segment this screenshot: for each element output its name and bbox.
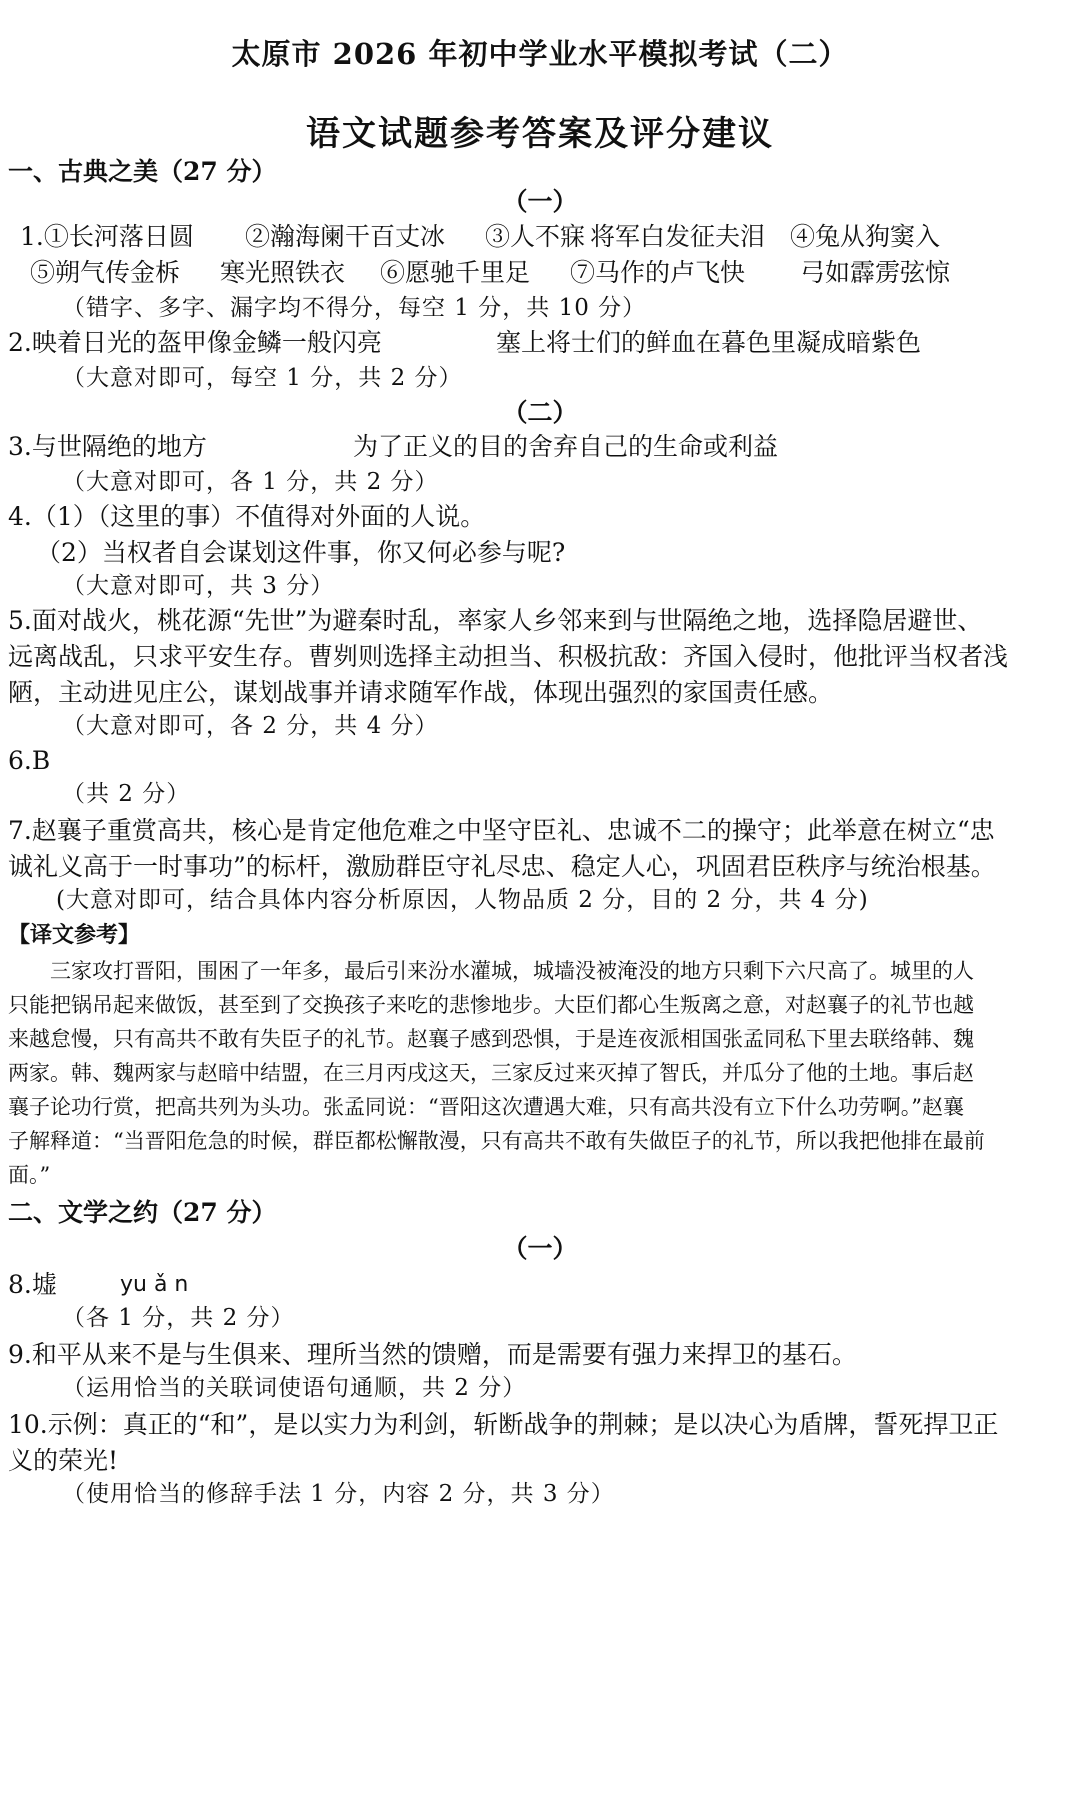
- answer-q1-item7: ⑦马作的卢飞快: [570, 258, 746, 287]
- answer-q3-part1: 3.与世隔绝的地方: [8, 432, 207, 461]
- answer-q1-item6: ⑥愿驰千里足: [380, 258, 531, 287]
- answer-q1-item3: ③人不寐: [485, 222, 586, 251]
- translation-line7: 面。”: [8, 1163, 51, 1187]
- scoring-note-q7: (大意对即可，结合具体内容分析原因，人物品质 2 分，目的 2 分，共 4 分): [56, 887, 869, 913]
- answer-q1-item3b: 将军白发征夫泪: [590, 222, 766, 251]
- scoring-note-q3: （大意对即可，各 1 分，共 2 分）: [62, 469, 439, 495]
- translation-label: 【译文参考】: [8, 922, 141, 948]
- answer-q5-line1: 5.面对战火，桃花源“先世”为避秦时乱，率家人乡邻来到与世隔绝之地，选择隐居避世、: [8, 606, 983, 635]
- answer-q10-line2: 义的荣光!: [8, 1446, 119, 1475]
- translation-line5: 襄子论功行赏，把高共列为头功。张孟同说：“晋阳这次遭遇大难，只有高共没有立下什么功劳啊。”赵襄: [8, 1095, 964, 1119]
- subsection-heading-1: （一）: [502, 187, 578, 216]
- answer-q1-item7b: 弓如霹雳弦惊: [800, 258, 951, 287]
- exam-title: 太原市 2026 年初中学业水平模拟考试（二）: [231, 37, 849, 71]
- answer-q1-item1: 1.①长河落日圆: [20, 222, 194, 251]
- translation-line2: 只能把锅吊起来做饭，甚至到了交换孩子来吃的悲惨地步。大臣们都心生叛离之意，对赵襄子的礼节也越: [8, 993, 974, 1017]
- answer-q1-item2: ②瀚海阑干百丈冰: [245, 222, 446, 251]
- scoring-note-q9: （运用恰当的关联词使语句通顺，共 2 分）: [62, 1375, 527, 1401]
- answer-q4-part2: （2）当权者自会谋划这件事，你又何必参与呢?: [36, 538, 566, 567]
- scoring-note-q6: （共 2 分）: [62, 781, 191, 807]
- translation-line1: 三家攻打晋阳，围困了一年多，最后引来汾水灌城，城墙没被淹没的地方只剩下六尺高了。城里的人: [50, 959, 974, 983]
- answer-q2-part2: 塞上将士们的鲜血在暮色里凝成暗紫色: [496, 328, 922, 357]
- translation-line4: 两家。韩、魏两家与赵暗中结盟，在三月丙戌这天，三家反过来灭掉了智氏，并瓜分了他的土地。事后赵: [8, 1061, 974, 1085]
- answer-q6: 6.B: [8, 746, 51, 775]
- answer-q7-line1: 7.赵襄子重赏高共，核心是肯定他危难之中坚守臣礼、忠诚不二的操守；此举意在树立“忠: [8, 816, 995, 845]
- answer-q9: 9.和平从来不是与生俱来、理所当然的馈赠，而是需要有强力来捍卫的基石。: [8, 1340, 857, 1369]
- scoring-note-q10: （使用恰当的修辞手法 1 分，内容 2 分，共 3 分）: [62, 1481, 615, 1507]
- subsection-heading-2: （二）: [502, 398, 578, 427]
- scoring-note-q1: （错字、多字、漏字均不得分，每空 1 分，共 10 分）: [62, 295, 647, 321]
- answer-q5-line3: 陋，主动进见庄公，谋划战事并请求随军作战，体现出强烈的家国责任感。: [8, 678, 834, 707]
- translation-line6: 子解释道：“当晋阳危急的时候，群臣都松懈散漫，只有高共不敢有失做臣子的礼节，所以我把他排在最前: [8, 1129, 985, 1153]
- answer-q10-line1: 10.示例：真正的“和”，是以实力为利剑，斩断战争的荆棘；是以决心为盾牌，誓死捍卫正: [8, 1410, 999, 1439]
- scoring-note-q2: （大意对即可，每空 1 分，共 2 分）: [62, 365, 463, 391]
- answer-q8: [8, 1268, 408, 1302]
- answer-q4-part1: 4.（1）（这里的事）不值得对外面的人说。: [8, 502, 486, 531]
- subsection-heading-3: （一）: [502, 1234, 578, 1263]
- scoring-note-q5: （大意对即可，各 2 分，共 4 分）: [62, 713, 439, 739]
- translation-line3: 来越怠慢，只有高共不敢有失臣子的礼节。赵襄子感到恐惧，于是连夜派相国张孟同私下里去联络韩、魏: [8, 1027, 974, 1051]
- answer-q5-line2: 远离战乱，只求平安生存。曹刿则选择主动担当、积极抗敌：齐国入侵时，他批评当权者浅: [8, 642, 1009, 671]
- answer-q8-char: 8.墟: [8, 1270, 57, 1299]
- answer-q3-part2: 为了正义的目的舍弃自己的生命或利益: [353, 432, 779, 461]
- section-heading-classical: 一、古典之美（27 分）: [8, 157, 277, 186]
- answer-q8-pinyin: yu ǎ n: [120, 1272, 189, 1297]
- answer-q2: [8, 326, 1068, 360]
- scoring-note-q8: （各 1 分，共 2 分）: [62, 1305, 295, 1331]
- answer-q3: [8, 430, 1068, 464]
- answer-q7-line2: 诚礼义高于一时事功”的标杆，激励群臣守礼尽忠、稳定人心，巩固君臣秩序与统治根基。: [8, 852, 996, 881]
- answer-q2-part1: 2.映着日光的盔甲像金鳞一般闪亮: [8, 328, 382, 357]
- answer-q1-item5: ⑤朔气传金柝: [30, 258, 181, 287]
- section-heading-literature: 二、文学之约（27 分）: [8, 1198, 277, 1227]
- answer-q1-row1: [20, 220, 1070, 254]
- answer-q1-item4: ④兔从狗窦入: [790, 222, 941, 251]
- scoring-note-q4: （大意对即可，共 3 分）: [62, 573, 335, 599]
- answer-q1-row2: [30, 256, 1070, 290]
- answer-q1-item5b: 寒光照铁衣: [220, 258, 346, 287]
- answer-key-title: 语文试题参考答案及评分建议: [306, 114, 774, 154]
